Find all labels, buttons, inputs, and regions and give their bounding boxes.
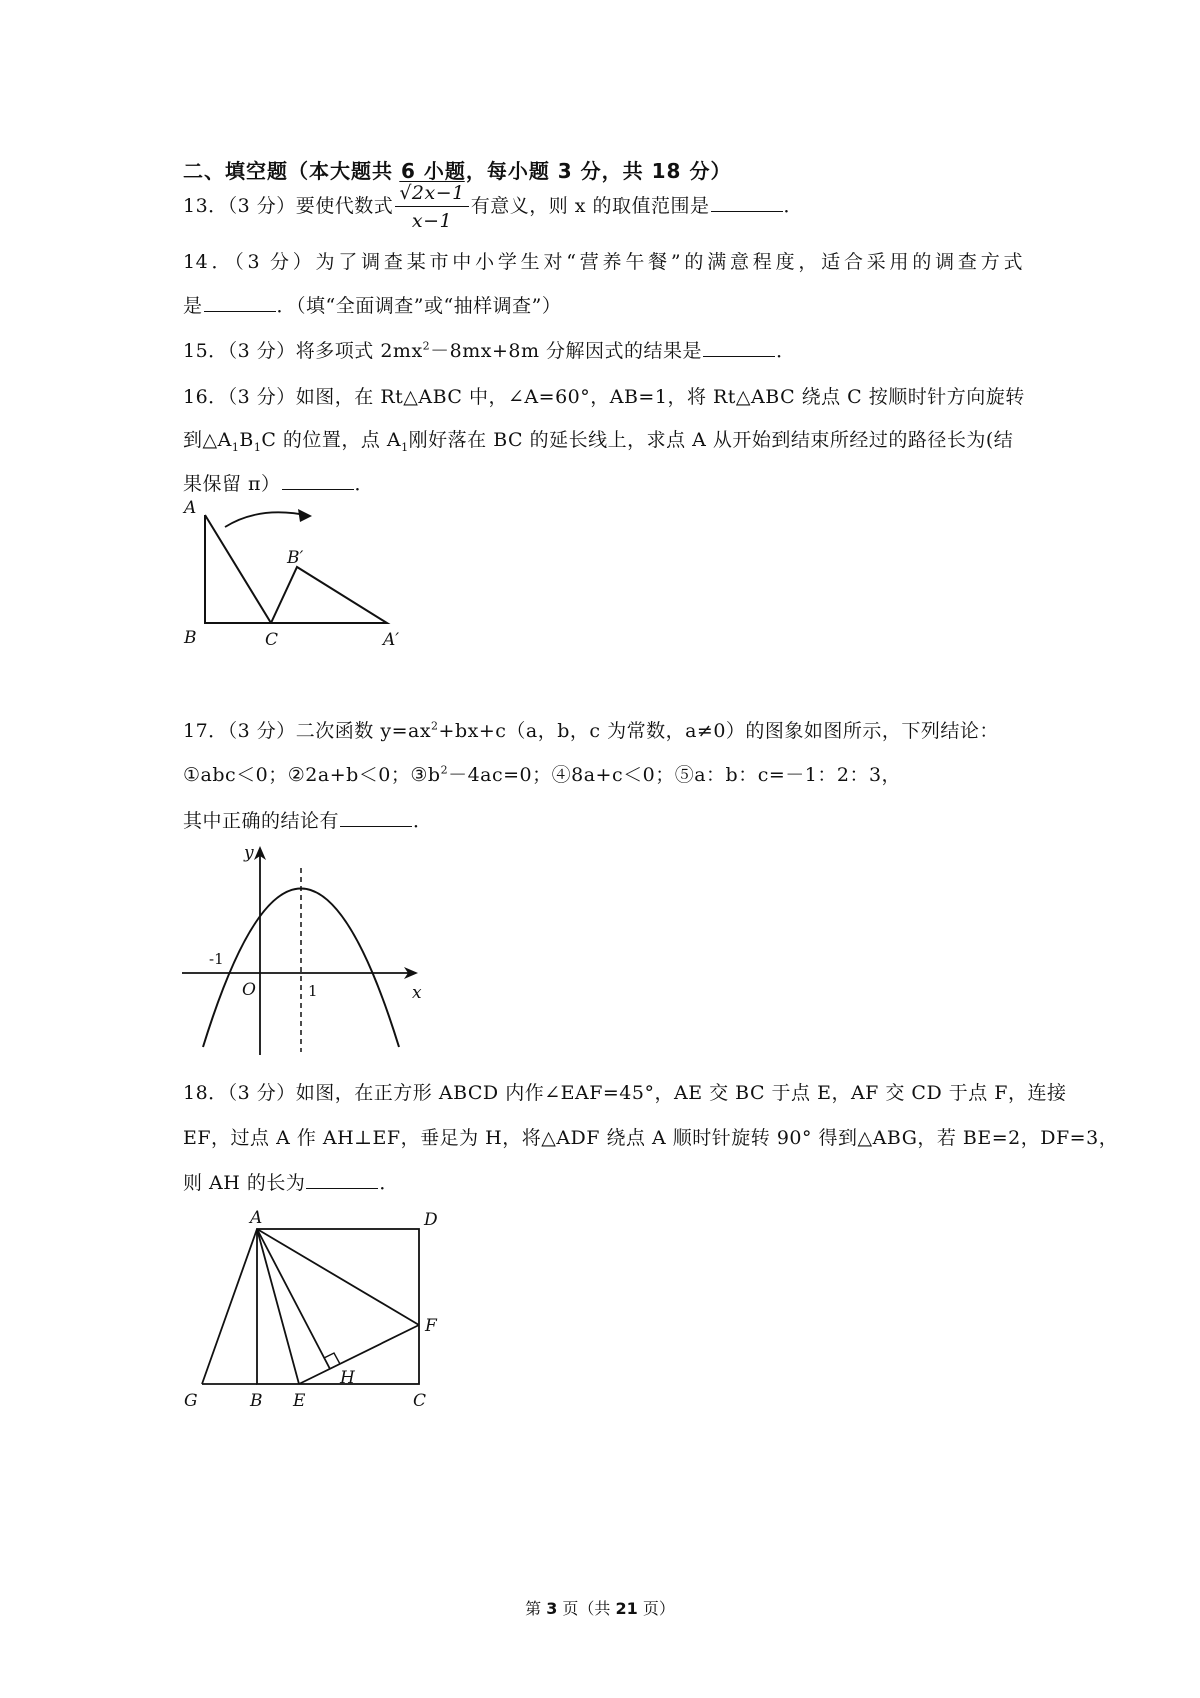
footer-page-number: 3 (546, 1599, 558, 1618)
q17-line3 (183, 806, 1023, 833)
q17-line3-prefix: 其中正确的结论有 (183, 810, 340, 832)
q17-line3-end: ． (413, 810, 433, 832)
label-e: E (293, 1391, 306, 1411)
q18-line3-end: ． (379, 1172, 399, 1194)
q16-text-a: 到△A (183, 429, 232, 451)
q17-line1-prefix: 17．（3 分）二次函数 y=ax (183, 720, 432, 742)
q14-line2 (183, 291, 1023, 318)
label-one: 1 (308, 982, 318, 1000)
label-neg-one: -1 (209, 950, 224, 968)
label-c: C (413, 1391, 427, 1411)
label-a: A (184, 498, 197, 518)
label-d: D (424, 1210, 438, 1230)
question-13 (183, 182, 1023, 232)
q13-fraction (395, 182, 468, 232)
q13-denominator: x−1 (411, 210, 453, 232)
footer-text-a: 第 (525, 1599, 547, 1618)
q16-sub1: 1 (231, 440, 240, 454)
label-a: A (250, 1208, 263, 1228)
q15-answer-blank (703, 338, 775, 357)
q15-end: ． (776, 340, 796, 362)
label-f: F (425, 1316, 437, 1336)
label-y: y (244, 843, 254, 863)
q18-answer-blank (306, 1170, 378, 1189)
q17-line1-exp: 2 (431, 719, 439, 733)
footer-total-pages: 21 (615, 1599, 638, 1618)
q13-end: ． (783, 195, 804, 217)
segment-ae (257, 1229, 299, 1384)
segment-ag (202, 1229, 257, 1384)
q16-line3-prefix: 果保留 π） (183, 473, 281, 495)
q18-square-figure (180, 1205, 450, 1420)
q15-exponent: 2 (422, 339, 431, 353)
q13-suffix: 有意义，则 x 的取值范围是 (470, 195, 710, 217)
q13-answer-blank (711, 193, 783, 212)
q16-line1: 16．（3 分）如图，在 Rt△ABC 中，∠A=60°，AB=1，将 Rt△ABC 绕点 C 按顺时针方向旋转 (183, 386, 1025, 408)
q16-line3-end: ． (354, 473, 375, 495)
q17-line1-suffix: +bx+c（a，b，c 为常数，a≠0）的图象如图所示，下列结论： (438, 720, 999, 742)
triangle-a1b1c (271, 567, 387, 623)
q16-sub3: 1 (401, 440, 409, 454)
triangle-abc (205, 515, 271, 623)
q18-line2: EF，过点 A 作 AH⊥EF，垂足为 H，将△ADF 绕点 A 顺时针旋转 90° 得到△ABG，若 BE=2，DF=3， (183, 1127, 1119, 1149)
label-b1: B′ (287, 548, 304, 568)
q16-answer-blank (282, 471, 354, 490)
q18-line1: 18．（3 分）如图，在正方形 ABCD 内作∠EAF=45°，AE 交 BC 于点 E，AF 交 CD 于点 F，连接 (183, 1082, 1067, 1104)
rotation-arrow-head (298, 509, 312, 522)
label-origin: O (242, 980, 256, 1000)
label-a1: A′ (383, 630, 400, 650)
label-h: H (340, 1368, 355, 1388)
label-b: B (250, 1391, 263, 1411)
q17-answer-blank (340, 808, 412, 827)
q16-text-c: C 的位置，点 A (261, 429, 402, 451)
q13-prefix: 13．（3 分）要使代数式 (183, 195, 394, 217)
q13-numerator: √2x−1 (395, 182, 468, 207)
q17-line2-a: ①abc＜0；②2a+b＜0；③b (183, 764, 441, 786)
rotation-arrow (225, 512, 310, 527)
q16-text-b: B (239, 429, 254, 451)
q16-line2 (183, 425, 1023, 454)
q14-prefix: 是 (183, 295, 203, 317)
segment-ef (299, 1325, 419, 1384)
label-x: x (412, 983, 422, 1003)
q17-line2-b: －4ac=0；④8a+c＜0；⑤a：b：c=－1：2：3， (448, 764, 902, 786)
q16-sub2: 1 (253, 440, 262, 454)
page-footer (0, 1596, 1200, 1619)
q17-parabola-figure (180, 840, 440, 1060)
q18-line3 (183, 1168, 1023, 1195)
question-15 (183, 336, 1023, 363)
q17-line2 (183, 760, 1023, 787)
q14-answer-blank (204, 293, 276, 312)
label-g: G (184, 1391, 198, 1411)
q14-line1: 14．（3 分）为了调查某市中小学生对“营养午餐”的满意程度，适合采用的调查方式 (183, 251, 1023, 273)
q16-text-d: 刚好落在 BC 的延长线上，求点 A 从开始到结束所经过的路径长为(结 (408, 429, 1014, 451)
q18-line3-prefix: 则 AH 的长为 (183, 1172, 306, 1194)
label-b: B (184, 628, 197, 648)
q15-suffix: －8mx+8m 分解因式的结果是 (430, 340, 703, 362)
q14-suffix: ．（填“全面调查”或“抽样调查”） (276, 295, 562, 317)
q17-line2-exp: 2 (440, 763, 449, 777)
q16-line3 (183, 469, 1023, 496)
q16-triangle-figure (180, 495, 420, 705)
section-title: 二、填空题（本大题共 6 小题，每小题 3 分，共 18 分） (183, 159, 732, 183)
label-c: C (265, 630, 279, 650)
q17-line1 (183, 716, 1023, 743)
footer-text-c: 页） (637, 1599, 675, 1618)
footer-text-b: 页（共 (557, 1599, 616, 1618)
q15-prefix: 15．（3 分）将多项式 2mx (183, 340, 423, 362)
